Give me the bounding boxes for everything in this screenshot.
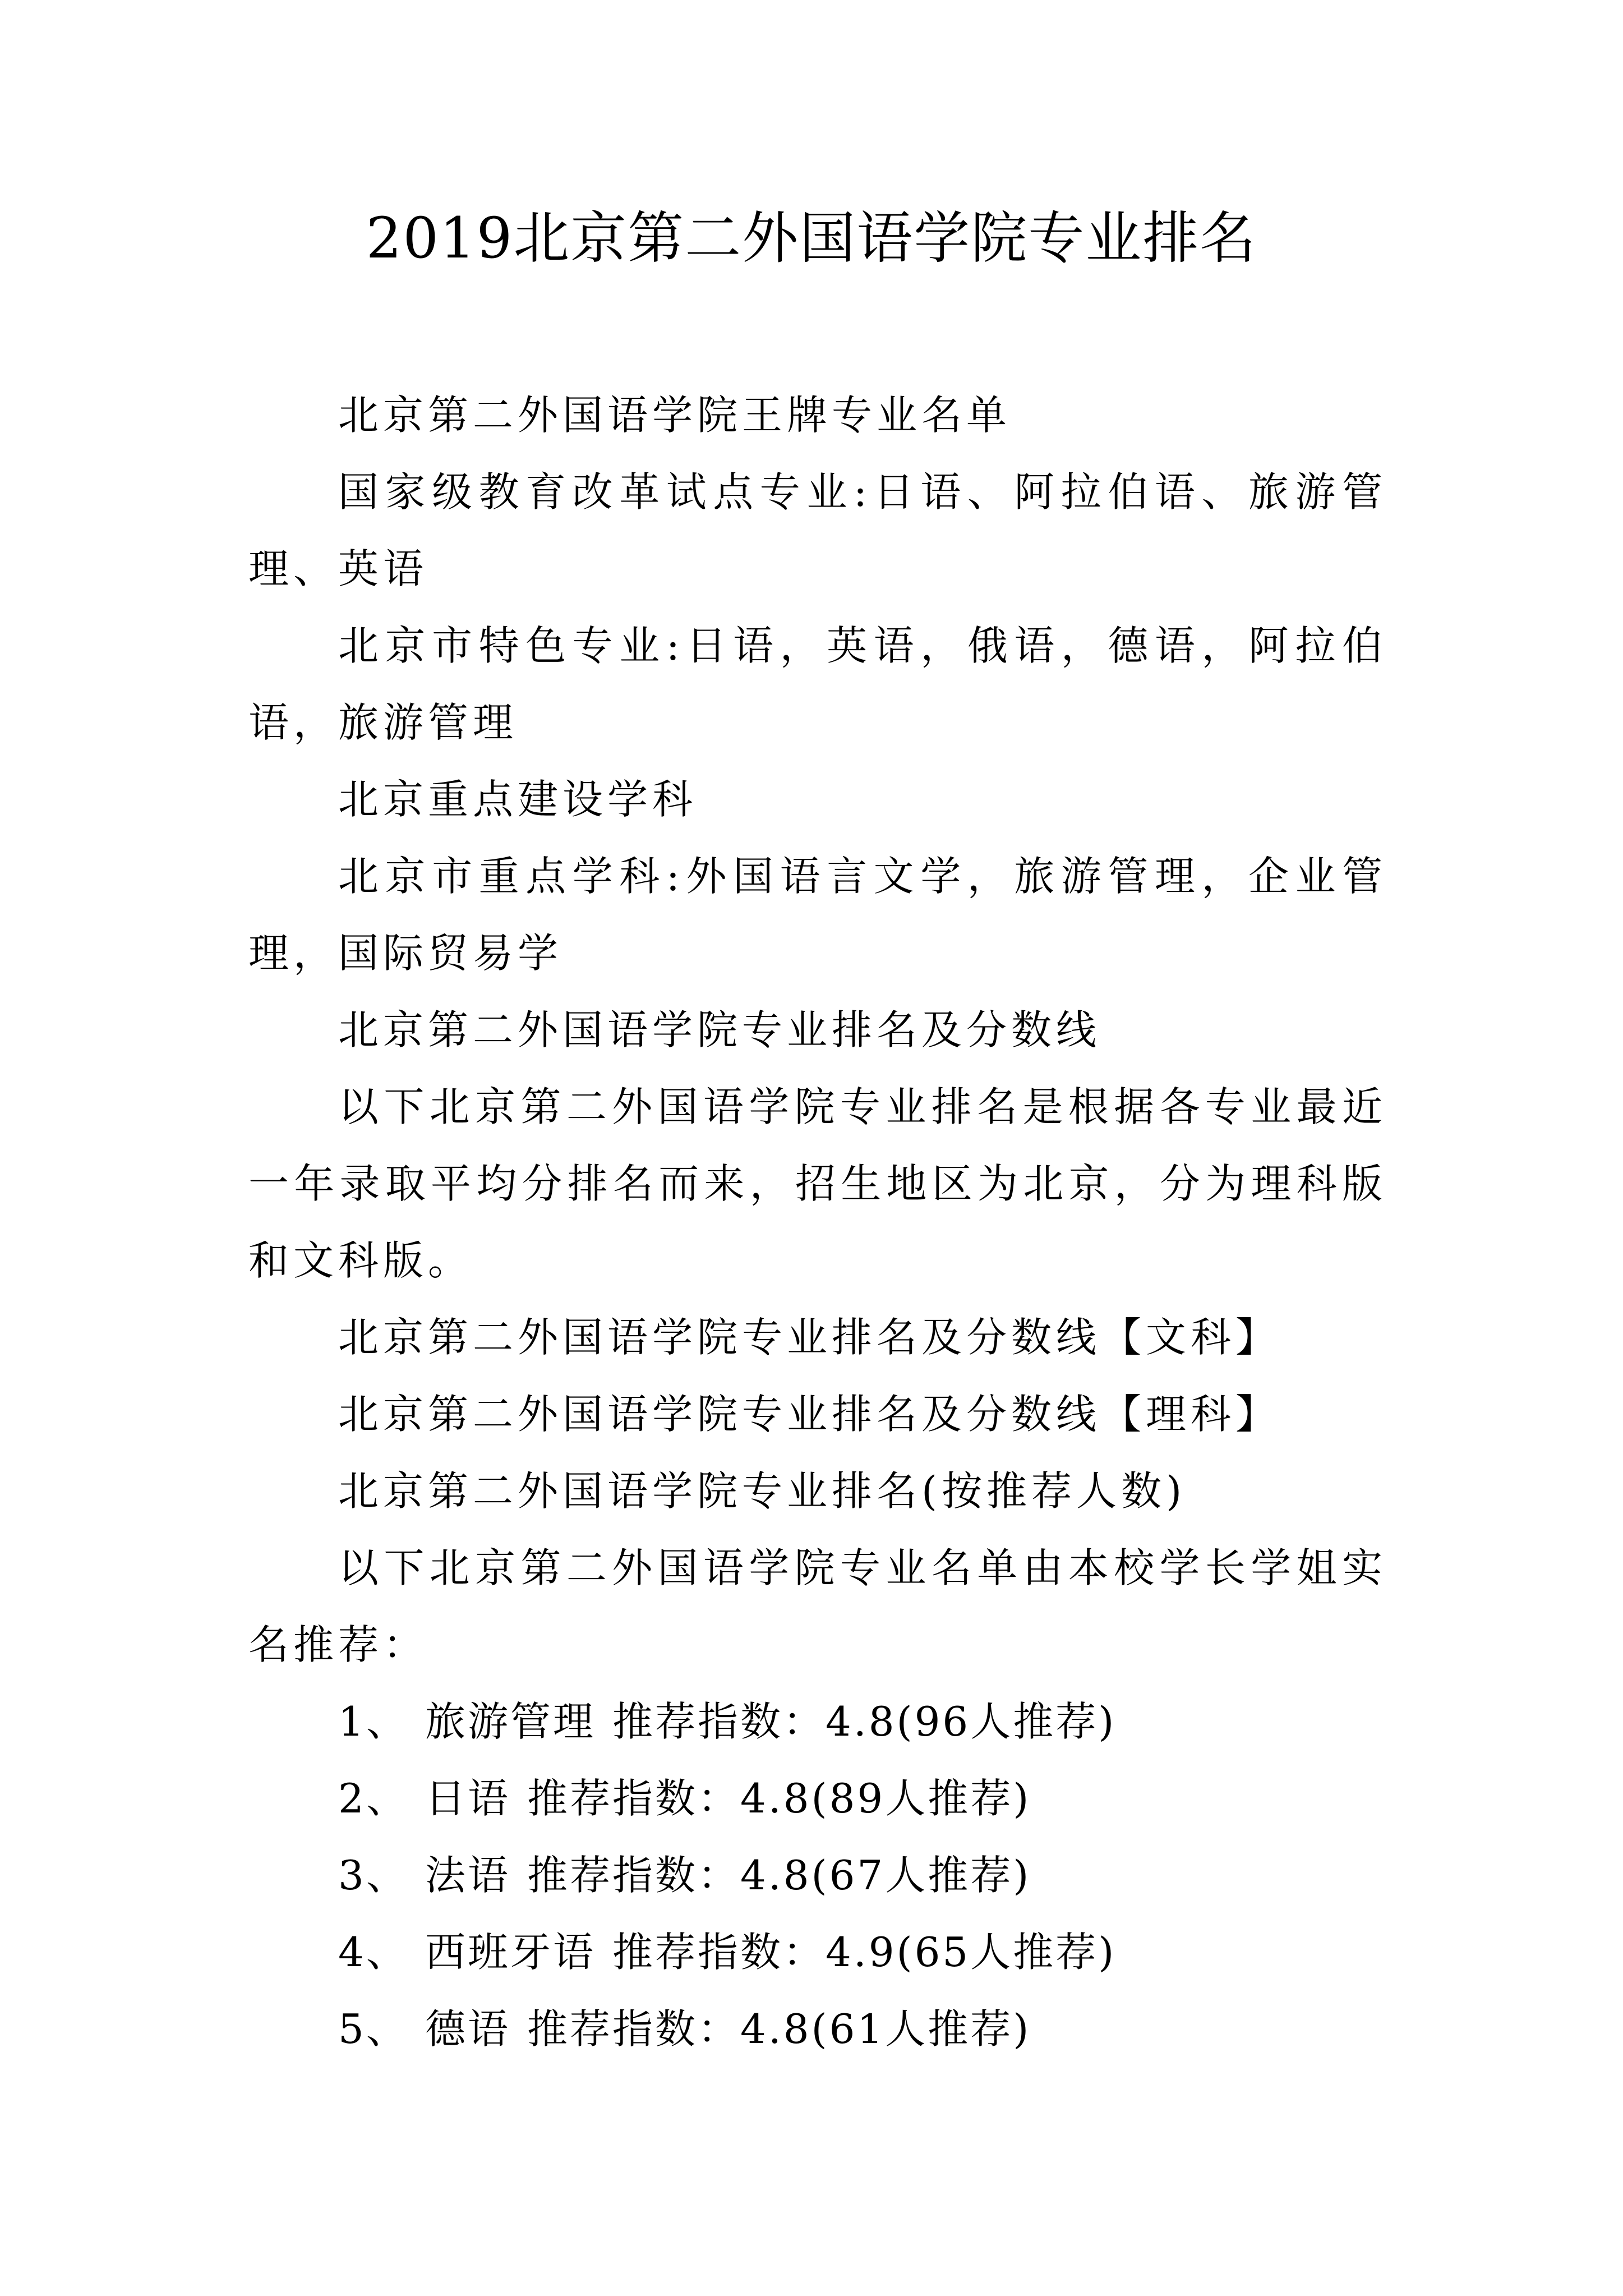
recommendation-detail: 推荐指数：4.8(61人推荐) — [527, 2005, 1031, 2053]
major-name: 德语 — [425, 2005, 511, 2053]
major-name: 西班牙语 — [425, 1929, 596, 1976]
recommendation-detail: 推荐指数：4.8(67人推荐) — [527, 1852, 1031, 1899]
ranking-list — [248, 1683, 1387, 2068]
paragraph: 北京市特色专业:日语，英语，俄语，德语，阿拉伯语，旅游管理 — [248, 622, 1387, 746]
list-item — [248, 1760, 1387, 1837]
list-number: 1、 — [338, 1698, 409, 1745]
paragraph: 北京第二外国语学院专业排名及分数线【理科】 — [338, 1391, 1281, 1438]
paragraph: 以下北京第二外国语学院专业名单由本校学长学姐实名推荐： — [248, 1544, 1387, 1668]
list-number: 3、 — [338, 1852, 409, 1899]
list-item — [248, 1683, 1387, 1760]
list-item — [248, 1914, 1387, 1991]
paragraph: 北京第二外国语学院专业排名及分数线【文科】 — [338, 1314, 1281, 1361]
list-item — [248, 1991, 1387, 2068]
major-name: 旅游管理 — [425, 1698, 596, 1745]
list-number: 5、 — [338, 2005, 409, 2053]
paragraph: 北京第二外国语学院专业排名及分数线 — [338, 1006, 1101, 1053]
recommendation-detail: 推荐指数：4.8(96人推荐) — [612, 1698, 1117, 1745]
paragraph: 以下北京第二外国语学院专业排名是根据各专业最近一年录取平均分排名而来，招生地区为北京，分为理科版和文科版。 — [248, 1083, 1387, 1284]
recommendation-detail: 推荐指数：4.8(89人推荐) — [527, 1775, 1031, 1822]
list-item — [248, 1837, 1387, 1914]
paragraph: 北京第二外国语学院王牌专业名单 — [338, 392, 1012, 439]
major-name: 法语 — [425, 1852, 511, 1899]
paragraph: 北京市重点学科:外国语言文学，旅游管理，企业管理，国际贸易学 — [248, 853, 1387, 977]
list-number: 2、 — [338, 1775, 409, 1822]
list-number: 4、 — [338, 1929, 409, 1976]
paragraph: 北京重点建设学科 — [338, 776, 698, 823]
document-body — [248, 377, 1387, 2068]
recommendation-detail: 推荐指数：4.9(65人推荐) — [612, 1929, 1117, 1976]
paragraph: 北京第二外国语学院专业排名(按推荐人数) — [338, 1467, 1187, 1515]
page-title: 2019北京第二外国语学院专业排名 — [366, 205, 1257, 271]
major-name: 日语 — [425, 1775, 511, 1822]
paragraph: 国家级教育改革试点专业:日语、阿拉伯语、旅游管理、英语 — [248, 468, 1387, 592]
